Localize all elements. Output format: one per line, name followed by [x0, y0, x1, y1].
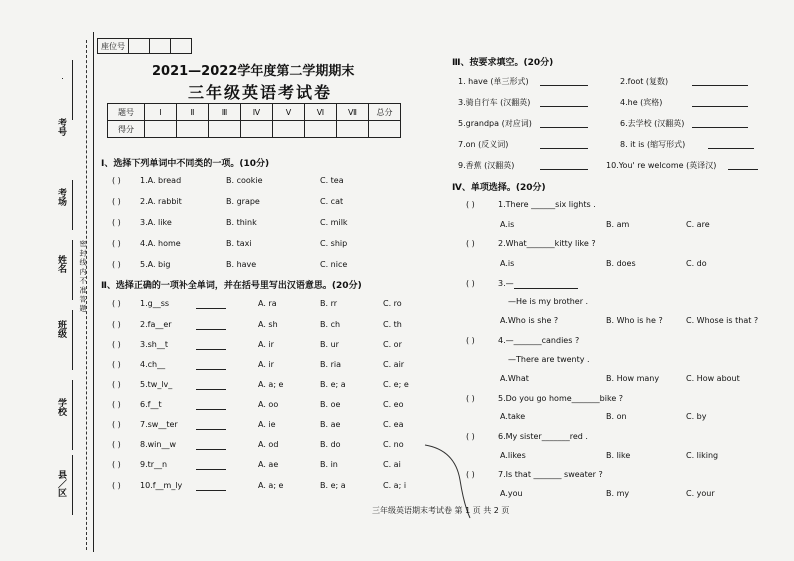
section2-option-b: B. do: [320, 440, 341, 449]
section3-answer-blank[interactable]: [692, 127, 748, 128]
score-header-cell: 题号: [108, 104, 145, 121]
section4-option-c: C. Whose is that ?: [686, 316, 759, 325]
section2-option-c: C. ai: [383, 460, 401, 469]
section1-option-c: C. tea: [320, 176, 344, 185]
seat-number-box: [97, 38, 192, 54]
section3-prompt: 9.香蕉 (汉翻英): [458, 161, 515, 170]
section2-option-b: B. ch: [320, 320, 341, 329]
section2-paren[interactable]: ( ): [112, 400, 121, 409]
section2-word: 8.win__w: [140, 440, 177, 449]
section1-option-a: 1.A. bread: [140, 176, 182, 185]
section2-answer-blank[interactable]: [196, 389, 226, 390]
section4-option-c: C. your: [686, 489, 715, 498]
section4-answer-blank[interactable]: [514, 288, 578, 289]
section3-prompt: 8. it is (缩写形式): [620, 140, 686, 149]
exam-title-line2: 三年级英语考试卷: [188, 83, 333, 102]
section2-word: 2.fa__er: [140, 320, 172, 329]
section2-option-b: B. ae: [320, 420, 341, 429]
section2-title: Ⅱ、选择正确的一项补全单词，并在括号里写出汉语意思。(20分): [101, 281, 362, 291]
score-header-cell: 总分: [369, 104, 401, 121]
section2-paren[interactable]: ( ): [112, 340, 121, 349]
section2-option-c: C. ea: [383, 420, 404, 429]
section3-answer-blank[interactable]: [692, 106, 748, 107]
section2-answer-blank[interactable]: [196, 409, 226, 410]
section3-answer-blank[interactable]: [728, 169, 758, 170]
section4-option-a: A.What: [500, 374, 529, 383]
section3-prompt: 3.骑自行车 (汉翻英): [458, 98, 531, 107]
section3-prompt: 2.foot (复数): [620, 77, 669, 86]
section2-word: 4.ch__: [140, 360, 166, 369]
score-header-cell: Ⅳ: [241, 104, 273, 121]
section4-option-b: B. am: [606, 220, 630, 229]
binding-kaochang-label: 考场: [56, 188, 66, 206]
section2-option-c: C. th: [383, 320, 402, 329]
score-header-cell: Ⅰ: [145, 104, 177, 121]
score-cell[interactable]: [273, 121, 305, 138]
section1-paren[interactable]: ( ): [112, 176, 121, 185]
section1-option-b: B. cookie: [226, 176, 263, 185]
section4-dialog-reply: —He is my brother .: [508, 297, 589, 306]
section2-option-b: B. oe: [320, 400, 341, 409]
section1-option-b: B. taxi: [226, 239, 252, 248]
seat-cell[interactable]: [171, 39, 192, 54]
score-table-header-row: [108, 104, 401, 121]
section4-question: 7.Is that _______ sweater ?: [498, 470, 603, 479]
section2-option-c: C. or: [383, 340, 402, 349]
section2-answer-blank[interactable]: [196, 308, 226, 309]
section2-option-a: A. a; e: [258, 380, 284, 389]
section3-answer-blank[interactable]: [540, 127, 588, 128]
section2-paren[interactable]: ( ): [112, 380, 121, 389]
section2-option-a: A. ir: [258, 360, 274, 369]
seat-cell[interactable]: [150, 39, 171, 54]
section2-word: 7.sw__ter: [140, 420, 178, 429]
section2-answer-blank[interactable]: [196, 429, 226, 430]
section4-option-b: B. does: [606, 259, 636, 268]
score-table: [107, 103, 401, 138]
section3-prompt: 1. have (单三形式): [458, 77, 529, 86]
section4-option-c: C. do: [686, 259, 707, 268]
section2-option-a: A. ae: [258, 460, 279, 469]
section4-option-a: A.Who is she ?: [500, 316, 559, 325]
section4-question: 2.What_______kitty like ?: [498, 239, 596, 248]
score-cell[interactable]: [337, 121, 369, 138]
section1-paren[interactable]: ( ): [112, 239, 121, 248]
section1-option-c: C. cat: [320, 197, 344, 206]
binding-xingming-label: 姓名: [56, 255, 66, 273]
section3-answer-blank[interactable]: [540, 148, 588, 149]
section2-option-c: C. eo: [383, 400, 404, 409]
section2-answer-blank[interactable]: [196, 349, 226, 350]
section1-option-b: B. have: [226, 260, 257, 269]
section4-title: Ⅳ、单项选择。(20分): [452, 183, 546, 193]
section4-option-a: A.you: [500, 489, 523, 498]
section4-option-a: A.is: [500, 220, 515, 229]
binding-kaohao-label: 考号: [56, 118, 66, 136]
section2-option-b: B. rr: [320, 299, 338, 308]
section1-option-a: 4.A. home: [140, 239, 181, 248]
section1-option-a: 5.A. big: [140, 260, 171, 269]
section4-dialog-reply: —There are twenty .: [508, 355, 590, 364]
section4-option-b: B. like: [606, 451, 631, 460]
score-header-cell: Ⅱ: [177, 104, 209, 121]
section1-option-a: 2.A. rabbit: [140, 197, 182, 206]
section4-question: 3.—: [498, 279, 514, 288]
section2-option-c: C. e; e: [383, 380, 409, 389]
score-row-label: 得分: [108, 121, 145, 138]
section2-paren[interactable]: ( ): [112, 360, 121, 369]
section4-paren[interactable]: ( ): [466, 394, 475, 403]
section2-word: 10.f__m_ly: [140, 481, 183, 490]
section2-answer-blank[interactable]: [196, 449, 226, 450]
section2-paren[interactable]: ( ): [112, 299, 121, 308]
section2-option-b: B. ria: [320, 360, 341, 369]
section3-answer-blank[interactable]: [540, 106, 588, 107]
section2-word: 1.g__ss: [140, 299, 170, 308]
section4-option-b: B. Who is he ?: [606, 316, 663, 325]
exam-title-line1: 2021—2022学年度第二学期期末: [152, 64, 355, 79]
section2-option-a: A. oo: [258, 400, 279, 409]
binding-banji-label: 班级: [56, 320, 66, 338]
section4-question: 6.My sister_______red .: [498, 432, 588, 441]
section4-option-a: A.is: [500, 259, 515, 268]
section2-word: 9.tr__n: [140, 460, 168, 469]
section3-prompt: 6.去学校 (汉翻英): [620, 119, 685, 128]
section2-option-c: C. no: [383, 440, 404, 449]
section1-option-c: C. nice: [320, 260, 348, 269]
section2-option-c: C. ro: [383, 299, 402, 308]
section2-option-b: B. in: [320, 460, 338, 469]
score-cell[interactable]: [145, 121, 177, 138]
section2-option-c: C. a; i: [383, 481, 407, 490]
section1-paren[interactable]: ( ): [112, 218, 121, 227]
section1-option-b: B. think: [226, 218, 257, 227]
section2-word: 3.sh__t: [140, 340, 169, 349]
section2-option-a: A. a; e: [258, 481, 284, 490]
section1-option-c: C. milk: [320, 218, 348, 227]
section4-option-b: B. my: [606, 489, 630, 498]
section4-option-c: C. are: [686, 220, 710, 229]
section4-question: 4.—_______candies ?: [498, 336, 580, 345]
section3-prompt: 10.You' re welcome (英译汉): [606, 161, 717, 170]
section2-word: 6.f__t: [140, 400, 162, 409]
score-table-score-row: [108, 121, 401, 138]
score-cell[interactable]: [209, 121, 241, 138]
section1-option-c: C. ship: [320, 239, 348, 248]
section2-option-b: B. e; a: [320, 380, 346, 389]
section2-option-a: A. ie: [258, 420, 276, 429]
section4-question: 1.There ______six lights .: [498, 200, 596, 209]
section1-paren[interactable]: ( ): [112, 260, 121, 269]
section4-paren[interactable]: ( ): [466, 470, 475, 479]
binding-xianqu-label: 县／区: [56, 470, 66, 497]
section3-title: Ⅲ、按要求填空。(20分): [452, 58, 554, 68]
section1-title: Ⅰ、选择下列单词中不同类的一项。(10分): [101, 159, 270, 169]
score-cell[interactable]: [241, 121, 273, 138]
page-footer: 三年级英语期末考试卷 第 1 页 共 2 页: [372, 506, 510, 515]
seat-label: 座位号: [98, 39, 129, 54]
section3-prompt: 7.on (反义词): [458, 140, 509, 149]
section2-option-a: A. od: [258, 440, 279, 449]
section4-paren[interactable]: ( ): [466, 432, 475, 441]
score-header-cell: Ⅲ: [209, 104, 241, 121]
section3-answer-blank[interactable]: [692, 85, 748, 86]
section4-option-c: C. How about: [686, 374, 740, 383]
score-cell[interactable]: [177, 121, 209, 138]
section2-option-c: C. air: [383, 360, 405, 369]
section4-option-c: C. liking: [686, 451, 719, 460]
section2-paren[interactable]: ( ): [112, 460, 121, 469]
section2-paren[interactable]: ( ): [112, 420, 121, 429]
section4-paren[interactable]: ( ): [466, 239, 475, 248]
section4-option-a: A.take: [500, 412, 526, 421]
section1-paren[interactable]: ( ): [112, 197, 121, 206]
section1-option-a: 3.A. like: [140, 218, 172, 227]
section2-word: 5.tw_lv_: [140, 380, 173, 389]
section4-paren[interactable]: ( ): [466, 336, 475, 345]
section4-option-b: B. on: [606, 412, 627, 421]
section3-answer-blank[interactable]: [540, 169, 588, 170]
seat-cell[interactable]: [129, 39, 150, 54]
score-cell[interactable]: [369, 121, 401, 138]
section2-answer-blank[interactable]: [196, 369, 226, 370]
section4-option-b: B. How many: [606, 374, 660, 383]
section4-paren[interactable]: ( ): [466, 279, 475, 288]
section2-answer-blank[interactable]: [196, 490, 226, 491]
section3-prompt: 4.he (宾格): [620, 98, 663, 107]
section2-option-a: A. ra: [258, 299, 277, 308]
section2-answer-blank[interactable]: [196, 469, 226, 470]
section2-paren[interactable]: ( ): [112, 440, 121, 449]
section2-option-b: B. e; a: [320, 481, 346, 490]
section2-option-a: A. ir: [258, 340, 274, 349]
score-header-cell: Ⅵ: [305, 104, 337, 121]
section3-answer-blank[interactable]: [708, 148, 754, 149]
section2-answer-blank[interactable]: [196, 329, 226, 330]
score-header-cell: Ⅶ: [337, 104, 369, 121]
score-cell[interactable]: [305, 121, 337, 138]
section2-paren[interactable]: ( ): [112, 481, 121, 490]
binding-warning-text: 密 封 线 内 不 准 答 题: [79, 240, 87, 312]
section1-option-b: B. grape: [226, 197, 260, 206]
section2-option-a: A. sh: [258, 320, 278, 329]
section2-option-b: B. ur: [320, 340, 339, 349]
section4-option-a: A.likes: [500, 451, 526, 460]
section3-prompt: 5.grandpa (对应词): [458, 119, 532, 128]
section4-paren[interactable]: ( ): [466, 200, 475, 209]
section4-option-c: C. by: [686, 412, 707, 421]
score-header-cell: Ⅴ: [273, 104, 305, 121]
section3-answer-blank[interactable]: [540, 85, 588, 86]
binding-xuexiao-label: 学校: [56, 398, 66, 416]
section4-question: 5.Do you go home_______bike ?: [498, 394, 624, 403]
section2-paren[interactable]: ( ): [112, 320, 121, 329]
